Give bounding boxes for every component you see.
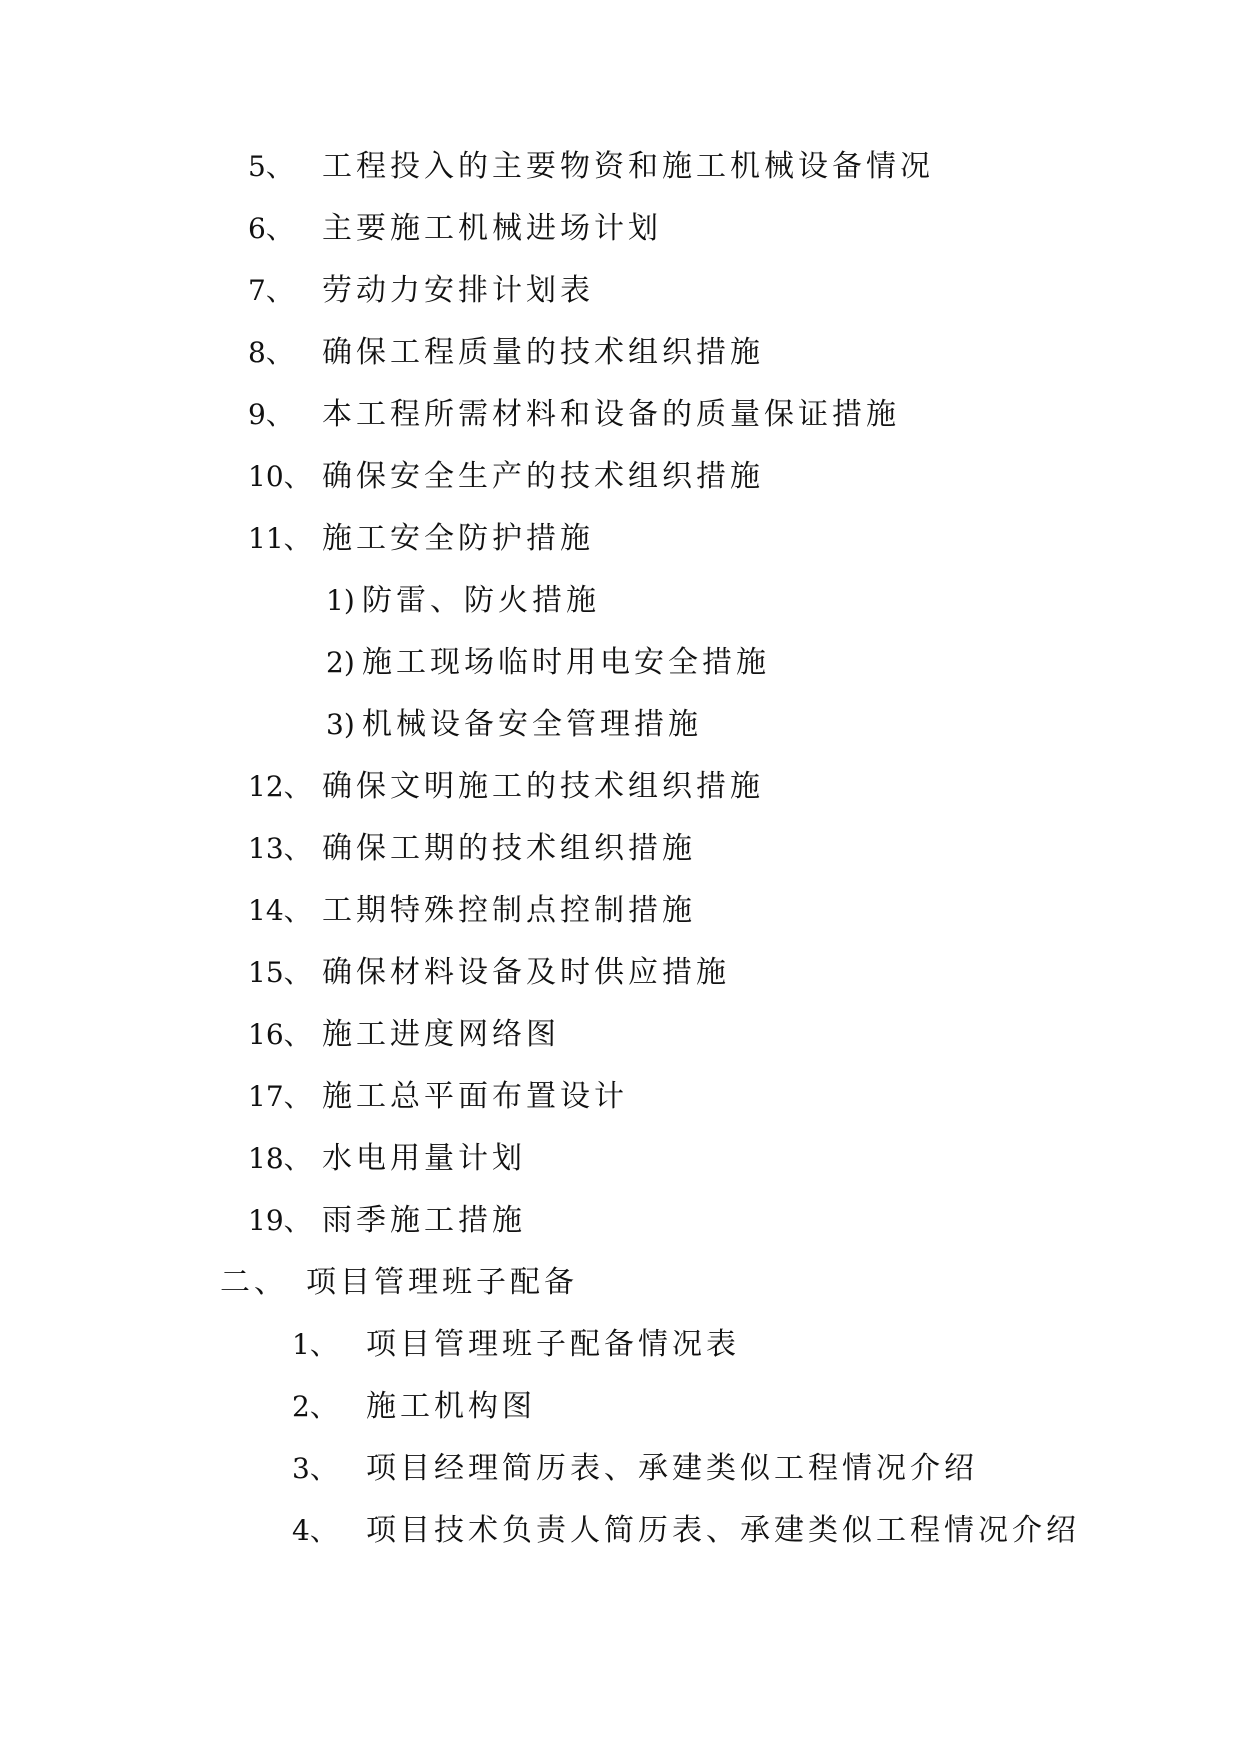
- item-number: 4、: [292, 1514, 338, 1547]
- item-number: 15、: [248, 956, 312, 989]
- item-title: 确保安全生产的技术组织措施: [322, 459, 764, 494]
- item-title: 施工进度网络图: [322, 1017, 560, 1052]
- item-title: 雨季施工措施: [322, 1203, 526, 1238]
- item-title: 水电用量计划: [322, 1141, 526, 1176]
- item-number: 13、: [248, 832, 312, 865]
- item-number: 14、: [248, 894, 312, 927]
- section-title: 项目管理班子配备: [306, 1265, 578, 1300]
- section-number: 二、: [220, 1265, 288, 1300]
- item-title: 确保工期的技术组织措施: [322, 831, 696, 866]
- item-number: 9、: [248, 398, 294, 431]
- item-title: 施工现场临时用电安全措施: [362, 645, 770, 680]
- item-number: 11、: [248, 522, 312, 555]
- item-title: 主要施工机械进场计划: [322, 211, 662, 246]
- item-number: 2): [326, 646, 355, 679]
- item-number: 18、: [248, 1142, 312, 1175]
- item-number: 19、: [248, 1204, 312, 1237]
- item-number: 5、: [248, 150, 294, 183]
- item-number: 6、: [248, 212, 294, 245]
- item-number: 1): [326, 584, 355, 617]
- item-number: 1、: [292, 1328, 338, 1361]
- item-title: 工期特殊控制点控制措施: [322, 893, 696, 928]
- item-number: 8、: [248, 336, 294, 369]
- item-title: 项目经理简历表、承建类似工程情况介绍: [366, 1451, 978, 1486]
- item-title: 防雷、防火措施: [362, 583, 600, 618]
- item-title: 确保材料设备及时供应措施: [322, 955, 730, 990]
- item-number: 16、: [248, 1018, 312, 1051]
- item-number: 10、: [248, 460, 312, 493]
- item-number: 17、: [248, 1080, 312, 1113]
- item-number: 7、: [248, 274, 294, 307]
- item-title: 确保文明施工的技术组织措施: [322, 769, 764, 804]
- item-title: 项目技术负责人简历表、承建类似工程情况介绍: [366, 1513, 1080, 1548]
- item-number: 3): [326, 708, 355, 741]
- item-title: 施工总平面布置设计: [322, 1079, 628, 1114]
- item-title: 确保工程质量的技术组织措施: [322, 335, 764, 370]
- item-title: 劳动力安排计划表: [322, 273, 594, 308]
- item-title: 施工安全防护措施: [322, 521, 594, 556]
- item-number: 12、: [248, 770, 312, 803]
- item-title: 项目管理班子配备情况表: [366, 1327, 740, 1362]
- item-title: 机械设备安全管理措施: [362, 707, 702, 742]
- item-title: 施工机构图: [366, 1389, 536, 1424]
- item-title: 本工程所需材料和设备的质量保证措施: [322, 397, 900, 432]
- item-number: 3、: [292, 1452, 338, 1485]
- item-title: 工程投入的主要物资和施工机械设备情况: [322, 149, 934, 184]
- item-number: 2、: [292, 1390, 338, 1423]
